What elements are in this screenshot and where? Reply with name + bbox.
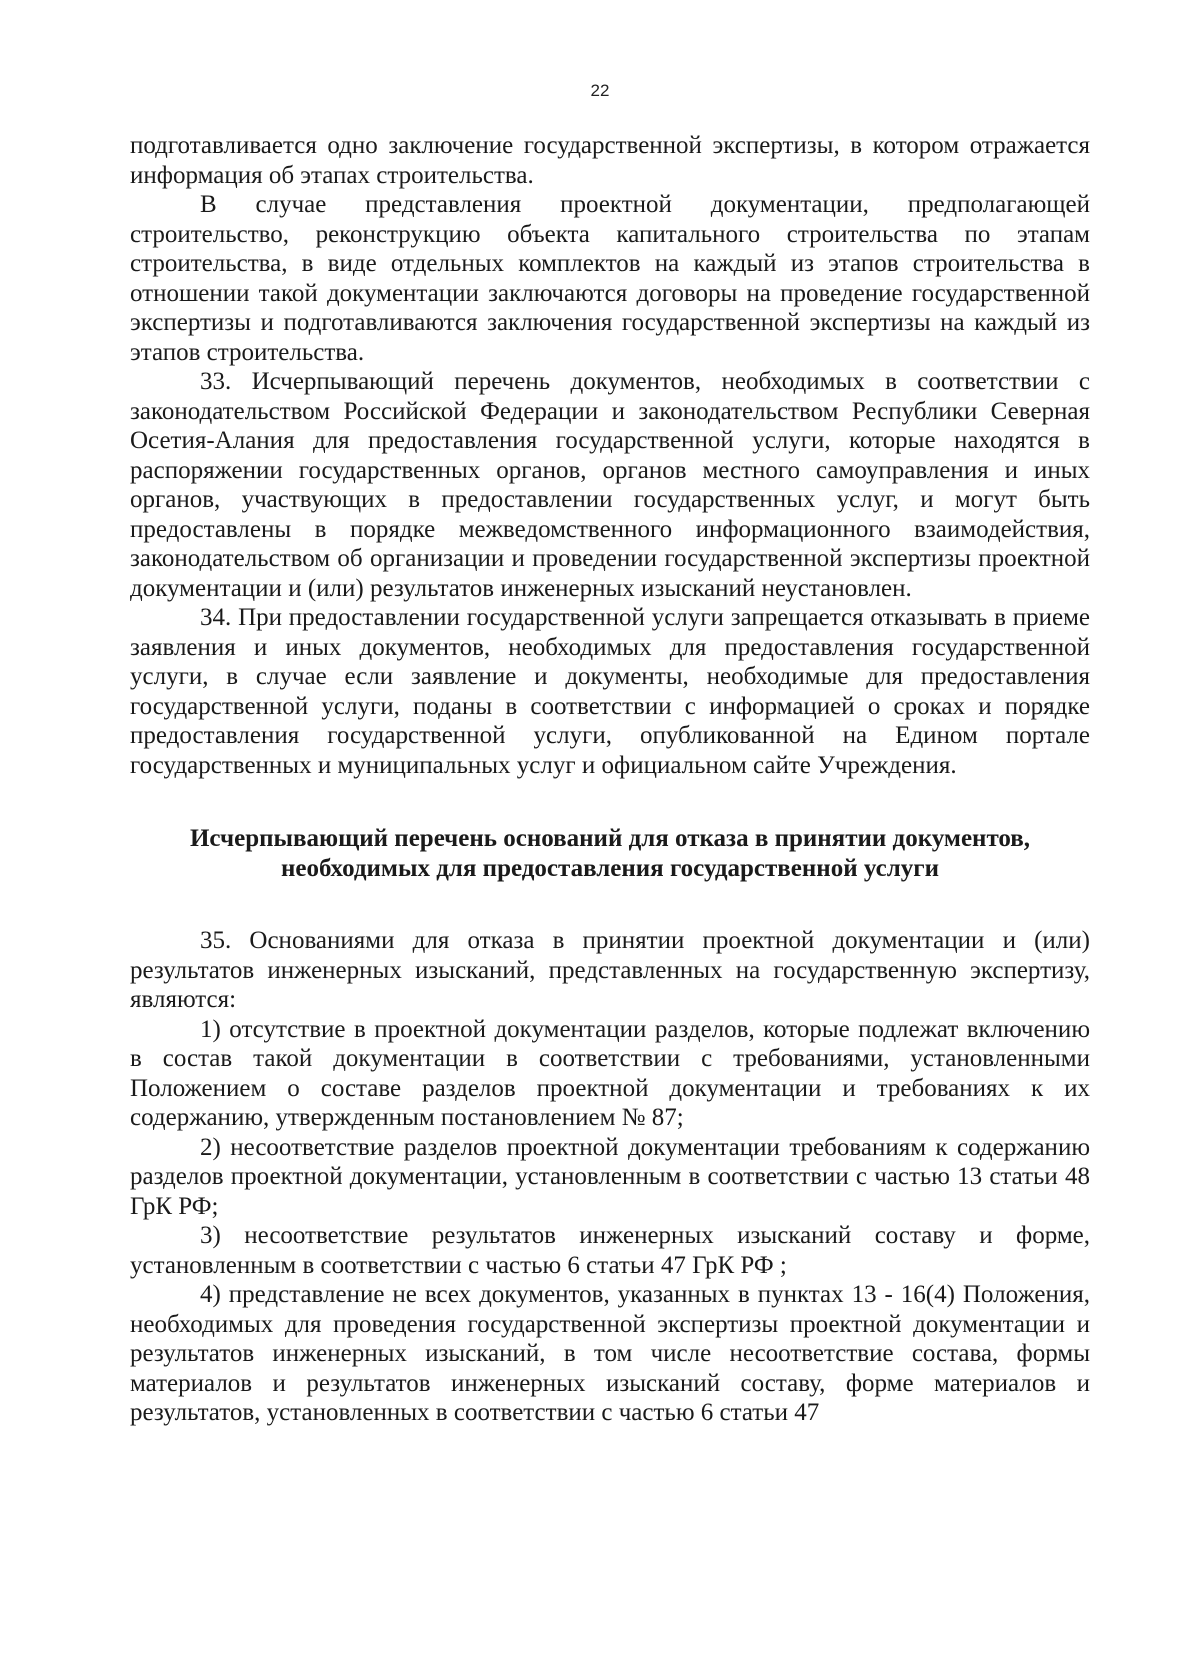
document-body: [130, 131, 1090, 1428]
list-item-35-1: 1) отсутствие в проектной документации разделов, которые подлежат включению в состав такой документации в соответствии с требованиями, установленными Положением о составе разделов проектной документации и требованиях к их содержанию, утвержденным постановлением № 87;: [130, 1015, 1090, 1131]
list-item-35-3: 3) несоответствие результатов инженерных изысканий составу и форме, установленным в соответствии с частью 6 статьи 47 ГрК РФ ;: [130, 1222, 1090, 1279]
list-item-35-2: 2) несоответствие разделов проектной документации требованиям к содержанию разделов проектной документации, установленным в соответствии с частью 13 статьи 48 ГрК РФ;: [130, 1133, 1090, 1220]
list-item-35-4: 4) представление не всех документов, указанных в пунктах 13 - 16(4) Положения, необходимых для проведения государственной экспертизы проектной документации и результатов инженерных изысканий, в том числе несоответствие состава, формы материалов и результатов инженерных изысканий составу, форме материалов и результатов, установленных в соответствии с частью 6 статьи 47: [130, 1281, 1090, 1426]
paragraph-stages: В случае представления проектной документации, предполагающей строительство, реконструкцию объекта капитального строительства по этапам строительства, в виде отдельных комплектов на каждый из этапов строительства в отношении такой документации заключаются договоры на проведение государственной экспертизы и подготавливаются заключения государственной экспертизы на каждый из этапов строительства.: [130, 191, 1090, 366]
paragraph-continuation: подготавливается одно заключение государственной экспертизы, в котором отражается информация об этапах строительства.: [130, 132, 1090, 189]
paragraph-34: 34. При предоставлении государственной услуги запрещается отказывать в приеме заявления и иных документов, необходимых для предоставления государственной услуги, в случае если заявление и документы, необходимые для предоставления государственной услуги, поданы в соответствии с информацией о сроках и порядке предоставления государственной услуги, опубликованной на Едином портале государственных и муниципальных услуг и официальном сайте Учреждения.: [130, 604, 1090, 779]
section-heading-line-2: необходимых для предоставления государственной услуги: [281, 855, 939, 882]
section-heading-line-1: Исчерпывающий перечень оснований для отказа в принятии документов,: [189, 825, 1031, 852]
paragraph-35: 35. Основаниями для отказа в принятии проектной документации и (или) результатов инженерных изысканий, представленных на государственную экспертизу, являются:: [130, 927, 1090, 1013]
paragraph-33: 33. Исчерпывающий перечень документов, необходимых в соответствии с законодательством Российской Федерации и законодательством Республики Северная Осетия-Алания для предоставления государственной услуги, которые находятся в распоряжении государственных органов, органов местного самоуправления и иных органов, участвующих в предоставлении государственных услуг, и могут быть предоставлены в порядке межведомственного информационного взаимодействия, законодательством об организации и проведении государственной экспертизы проектной документации и (или) результатов инженерных изысканий неустановлен.: [130, 368, 1090, 602]
section-heading: [130, 824, 1090, 884]
page-number: 22: [590, 81, 610, 100]
